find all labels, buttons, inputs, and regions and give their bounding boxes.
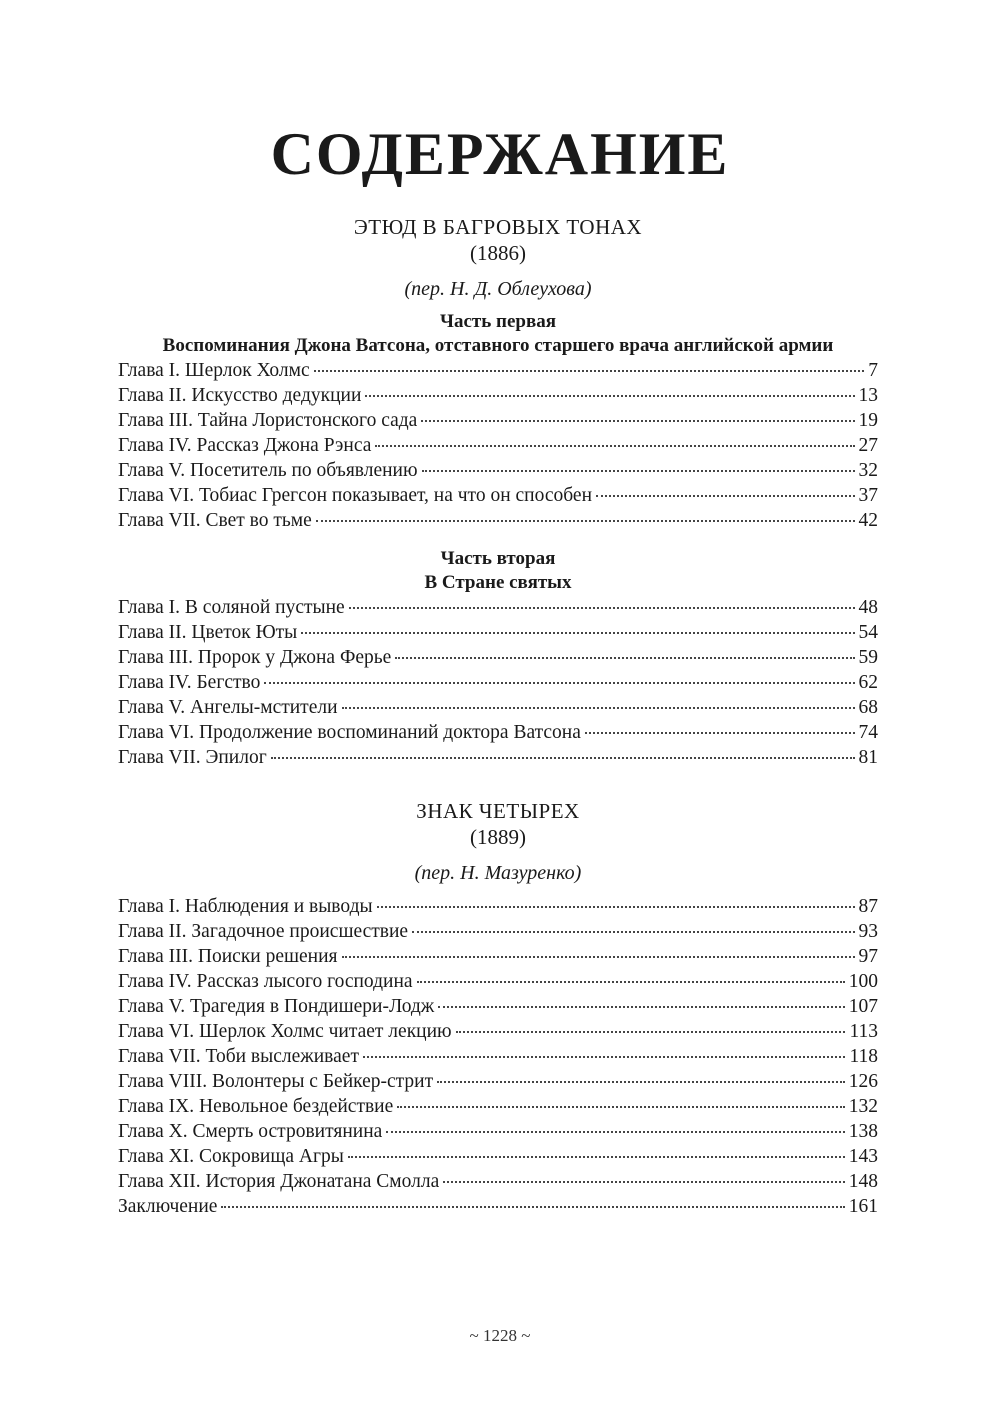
toc-entry-title: Глава II. Цветок Юты [118, 622, 298, 643]
toc-list [118, 894, 878, 1219]
translator-credit: (пер. Н. Д. Облеухова) [404, 278, 592, 300]
toc-entry[interactable] [118, 695, 878, 720]
toc-entry-page: 32 [858, 460, 878, 481]
work-title: ЗНАК ЧЕТЫРЕХ [416, 799, 580, 823]
toc-entry-page: 42 [858, 510, 878, 531]
toc-entry[interactable] [118, 969, 878, 994]
toc-entry-title: Глава VI. Тобиас Грегсон показывает, на что он способен [118, 485, 592, 506]
part-heading: Часть первая [440, 311, 556, 332]
toc-entry-page: 132 [848, 1096, 878, 1117]
toc-entry-page: 19 [858, 410, 878, 431]
toc-entry-page: 7 [868, 360, 878, 381]
work-title: ЭТЮД В БАГРОВЫХ ТОНАХ [353, 215, 643, 239]
toc-entry[interactable] [118, 433, 878, 458]
toc-entry-title: Глава XII. История Джонатана Смолла [118, 1171, 440, 1192]
dot-leader [412, 931, 854, 933]
toc-entry-title: Глава XI. Сокровища Агры [118, 1146, 344, 1167]
translator-credit: (пер. Н. Мазуренко) [414, 862, 582, 884]
toc-entry[interactable] [118, 645, 878, 670]
toc-entry-title: Глава IV. Бегство [118, 672, 261, 693]
dot-leader [349, 607, 855, 609]
toc-entry[interactable] [118, 620, 878, 645]
toc-entry[interactable] [118, 1094, 878, 1119]
toc-entry-title: Глава VIII. Волонтеры с Бейкер-стрит [118, 1071, 434, 1092]
toc-list [118, 358, 878, 533]
spacer [118, 533, 878, 547]
toc-entry-page: 97 [858, 946, 878, 967]
dot-leader [314, 370, 865, 372]
dot-leader [316, 520, 855, 522]
toc-entry[interactable] [118, 408, 878, 433]
part-subheading: В Стране святых [424, 572, 572, 593]
toc-entry-page: 74 [858, 722, 878, 743]
toc-entry-page: 37 [858, 485, 878, 506]
toc-entry-title: Глава I. Шерлок Холмс [118, 360, 310, 381]
dot-leader [377, 906, 855, 908]
dot-leader [386, 1131, 844, 1133]
dot-leader [375, 445, 854, 447]
toc-entry-page: 107 [848, 996, 878, 1017]
toc-entry-title: Глава I. В соляной пустыне [118, 597, 345, 618]
toc-entry-page: 118 [849, 1046, 878, 1067]
dot-leader [585, 732, 855, 734]
toc-entry[interactable] [118, 1019, 878, 1044]
page-number: ~ 1228 ~ [469, 1326, 531, 1345]
toc-entry-title: Глава III. Тайна Лористонского сада [118, 410, 418, 431]
dot-leader [438, 1006, 844, 1008]
toc-entry[interactable] [118, 508, 878, 533]
dot-leader [221, 1206, 844, 1208]
toc-entry-title: Глава VII. Тоби выслеживает [118, 1046, 359, 1067]
work-sign-of-four [118, 798, 878, 1219]
dot-leader [395, 657, 854, 659]
toc-entry[interactable] [118, 670, 878, 695]
toc-entry-page: 81 [858, 747, 878, 768]
dot-leader [301, 632, 854, 634]
work-year: (1886) [470, 241, 526, 265]
toc-entry[interactable] [118, 383, 878, 408]
toc-entry[interactable] [118, 944, 878, 969]
toc-entry-page: 62 [858, 672, 878, 693]
dot-leader [456, 1031, 846, 1033]
toc-entry[interactable] [118, 919, 878, 944]
toc-entry[interactable] [118, 1044, 878, 1069]
toc-entry[interactable] [118, 994, 878, 1019]
dot-leader [342, 956, 855, 958]
toc-entry[interactable] [118, 1069, 878, 1094]
toc-entry-title: Глава I. Наблюдения и выводы [118, 896, 373, 917]
toc-entry[interactable] [118, 1144, 878, 1169]
dot-leader [596, 495, 855, 497]
dot-leader [264, 682, 854, 684]
toc-entry[interactable] [118, 1194, 878, 1219]
dot-leader [397, 1106, 844, 1108]
work-etude [118, 214, 878, 770]
toc-entry-title: Глава VII. Свет во тьме [118, 510, 312, 531]
toc-entry[interactable] [118, 1169, 878, 1194]
page-title: СОДЕРЖАНИЕ [270, 121, 730, 187]
toc-entry[interactable] [118, 745, 878, 770]
toc-entry-title: Глава III. Поиски решения [118, 946, 338, 967]
toc-entry-title: Глава X. Смерть островитянина [118, 1121, 383, 1142]
dot-leader [417, 981, 845, 983]
toc-entry[interactable] [118, 458, 878, 483]
toc-entry[interactable] [118, 1119, 878, 1144]
toc-entry-title: Глава VI. Продолжение воспоминаний доктора Ватсона [118, 722, 581, 743]
dot-leader [363, 1056, 846, 1058]
toc-entry-page: 93 [858, 921, 878, 942]
toc-entry-title: Глава II. Искусство дедукции [118, 385, 362, 406]
toc-entry-title: Глава III. Пророк у Джона Ферье [118, 647, 392, 668]
dot-leader [443, 1181, 845, 1183]
toc-entry-page: 148 [848, 1171, 878, 1192]
toc-entry-page: 13 [858, 385, 878, 406]
dot-leader [422, 470, 855, 472]
toc-entry-page: 68 [858, 697, 878, 718]
toc-entry-title: Глава V. Посетитель по объявлению [118, 460, 418, 481]
toc-entry-title: Глава VII. Эпилог [118, 747, 267, 768]
part-subheading: Воспоминания Джона Ватсона, отставного старшего врача английской армии [162, 335, 834, 356]
toc-entry-page: 161 [848, 1196, 878, 1217]
toc-entry-title: Глава V. Ангелы-мстители [118, 697, 338, 718]
toc-list [118, 595, 878, 770]
toc-entry-title: Заключение [118, 1196, 218, 1217]
toc-entry-page: 54 [858, 622, 878, 643]
dot-leader [342, 707, 855, 709]
toc-entry-title: Глава IX. Невольное бездействие [118, 1096, 394, 1117]
toc-entry-page: 126 [848, 1071, 878, 1092]
dot-leader [421, 420, 854, 422]
toc-entry-title: Глава IV. Рассказ Джона Рэнса [118, 435, 372, 456]
toc-entry-page: 59 [858, 647, 878, 668]
toc-entry-title: Глава VI. Шерлок Холмс читает лекцию [118, 1021, 452, 1042]
toc-entry-page: 27 [858, 435, 878, 456]
dot-leader [348, 1156, 845, 1158]
toc-entry-page: 48 [858, 597, 878, 618]
work-year: (1889) [470, 825, 526, 849]
toc-entry-page: 138 [848, 1121, 878, 1142]
toc-entry[interactable] [118, 595, 878, 620]
toc-entry-page: 113 [849, 1021, 878, 1042]
toc-entry[interactable] [118, 894, 878, 919]
toc-entry[interactable] [118, 358, 878, 383]
toc-entry[interactable] [118, 720, 878, 745]
part-heading: Часть вторая [440, 548, 556, 569]
toc-entry-title: Глава II. Загадочное происшествие [118, 921, 409, 942]
dot-leader [365, 395, 854, 397]
toc-entry-title: Глава V. Трагедия в Пондишери-Лодж [118, 996, 435, 1017]
dot-leader [271, 757, 855, 759]
dot-leader [437, 1081, 845, 1083]
toc-entry-title: Глава IV. Рассказ лысого господина [118, 971, 413, 992]
toc-entry-page: 143 [848, 1146, 878, 1167]
toc-entry-page: 87 [858, 896, 878, 917]
toc-entry[interactable] [118, 483, 878, 508]
toc-entry-page: 100 [848, 971, 878, 992]
